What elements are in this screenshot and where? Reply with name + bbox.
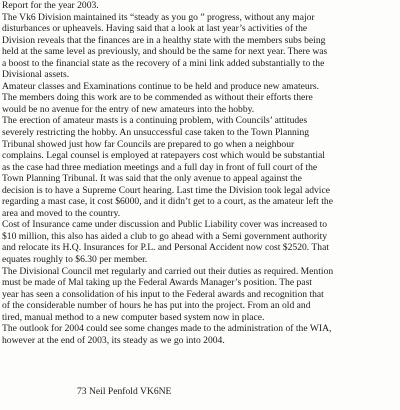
text-line: $10 million, this also has aided a club to go ahead with a Semi government authority (2, 230, 328, 242)
report-title: Report for the year 2003. (2, 0, 99, 11)
text-line: The Divisional Council met regularly and carried out their duties as required. Mention (2, 265, 334, 277)
text-line: and relocate its H.Q. Insurances for P.L. and Personal Accident now cost $2520. That (2, 242, 329, 254)
text-line: severely restricting the hobby. An unsuccessful case taken to the Town Planning (2, 127, 310, 139)
text-line: would be no avenue for the entry of new amateurs into the hobby. (2, 103, 255, 115)
text-line: regarding a mast case, it cost $6000, and it didn’t get to a court, as the amateur left the (2, 196, 333, 208)
text-line: as the case had three mediation meetings and a full day in front of full court of the (2, 161, 318, 173)
text-line: The erection of amateur masts is a continuing problem, with Councils’ attitudes (2, 115, 308, 127)
text-line: Town Planning Tribunal. It was said that the only avenue to appeal against the (2, 173, 302, 185)
text-line: The Vk6 Division maintained its “steady as you go ” progress, without any major (2, 11, 315, 23)
text-line: Amateur classes and Examinations continue to be held and produce new amateurs. (2, 80, 320, 92)
text-line: area and moved to the country. (2, 207, 121, 219)
text-line: disturbances or upheavels. Having said that a look at last year’s activities of the (2, 23, 308, 35)
text-line: Divisional assets. (2, 69, 70, 81)
text-line: a boost to the financial state as the recovery of a mini link added substantially to the (2, 57, 325, 69)
text-line: Tribunal showed just how far Councils are prepared to go when a neighbour (2, 138, 295, 150)
text-line: tired, manual method to a new computer based system now in place. (2, 311, 265, 323)
text-line: Division reveals that the finances are in a healthy state with the members subs being (2, 34, 326, 46)
signature: 73 Neil Penfold VK6NE (77, 386, 172, 397)
text-line: of the considerable number of hours he has put into the project. From an old and (2, 300, 311, 312)
report-body (2, 0, 398, 346)
text-line: held at the same level as previously, and should be the same for next year. There was (2, 46, 328, 58)
text-line: year has seen a consolidation of his input to the Federal awards and recognition that (2, 288, 324, 300)
text-line: The outlook for 2004 could see some changes made to the administration of the WIA, (2, 323, 332, 335)
text-line: complains. Legal counsel is employed at ratepayers cost which would be substantial (2, 150, 325, 162)
text-line: however at the end of 2003, its steady as we go into 2004. (2, 334, 225, 346)
text-line: The members doing this work are to be commended as without their efforts there (2, 92, 313, 104)
text-line: equates roughly to $6.30 per member. (2, 254, 148, 266)
text-line: decision is to have a Supreme Court hearing. Last time the Division took legal advice (2, 184, 330, 196)
text-line: Cost of Insurance came under discussion and Public Liability cover was increased to (2, 219, 328, 231)
text-line: must be made of Mal taking up the Federal Awards Manager’s position. The past (2, 277, 312, 289)
